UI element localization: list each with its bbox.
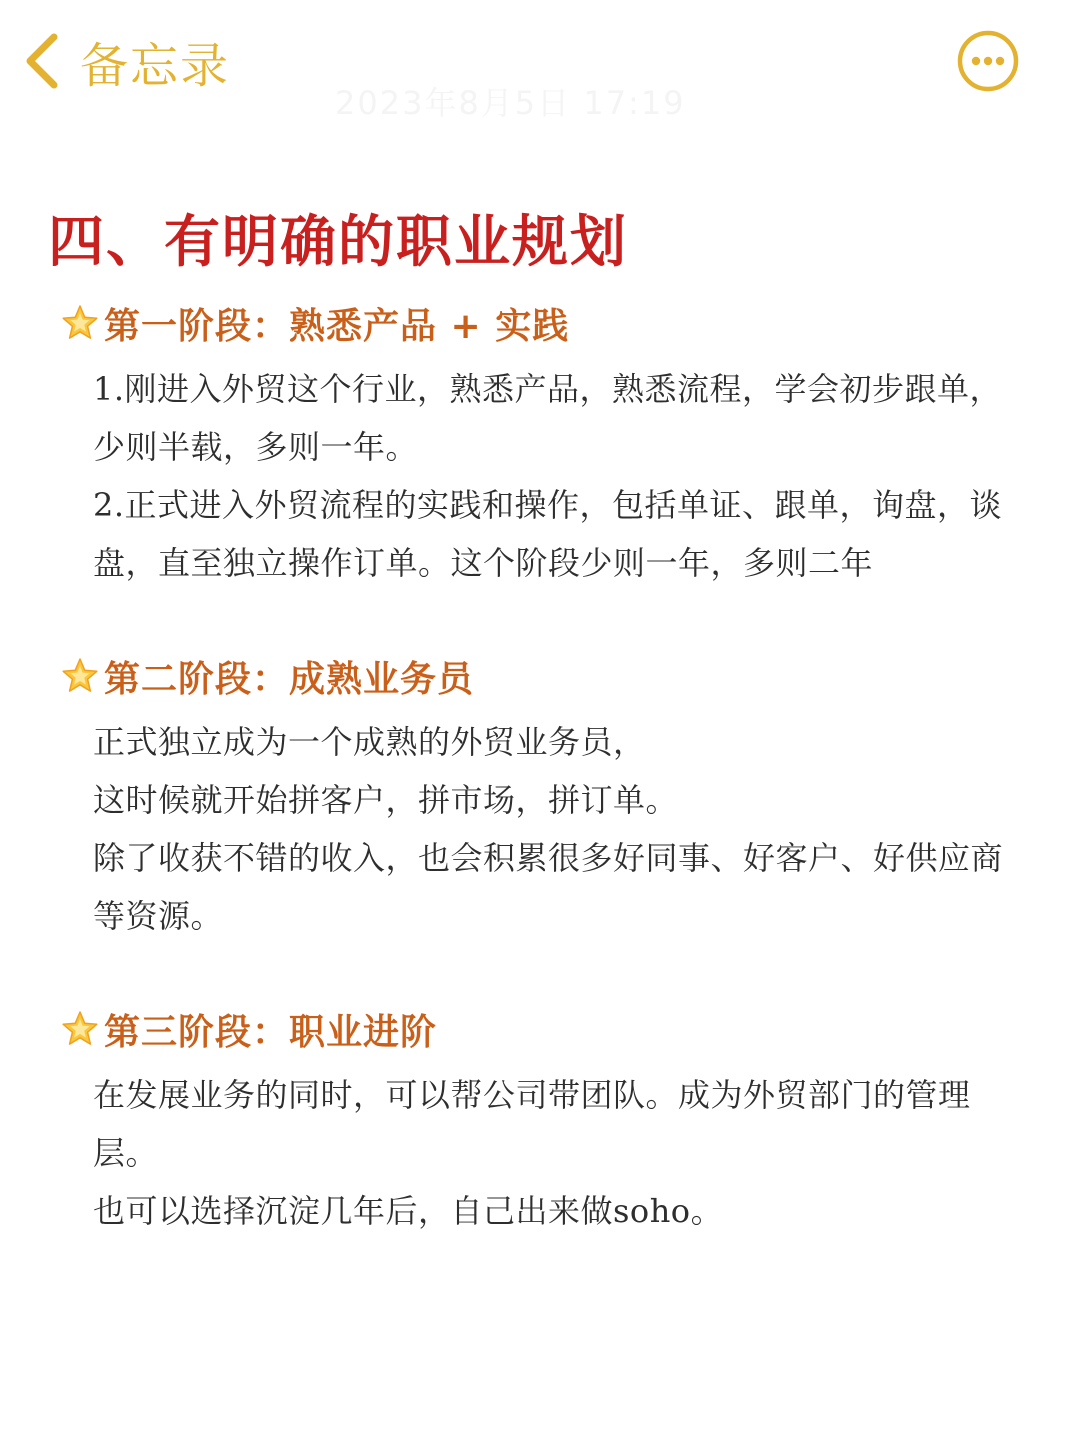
- paragraph: 这时候就开始拼客户，拼市场，拼订单。: [93, 781, 679, 819]
- more-dots-icon: [956, 29, 1020, 93]
- paragraph: 2.正式进入外贸流程的实践和操作，包括单证、跟单，询盘，谈盘，直至独立操作订单。这个阶段少则一年，多则二年: [93, 486, 1003, 582]
- section-stage-one: [60, 298, 1020, 592]
- paragraph: 1.刚进入外贸这个行业，熟悉产品，熟悉流程，学会初步跟单，少则半载，多则一年。: [93, 370, 1003, 466]
- page-title: 四、有明确的职业规划: [48, 209, 628, 275]
- note-timestamp: 2023年8月5日 17:19: [335, 84, 686, 122]
- section-header: [60, 651, 1020, 701]
- more-options-button[interactable]: [956, 29, 1020, 93]
- section-title: 第一阶段：熟悉产品 + 实践: [104, 305, 570, 347]
- section-body: [60, 360, 1013, 592]
- section-header: [60, 298, 1020, 348]
- paragraph: 也可以选择沉淀几年后，自己出来做soho。: [93, 1192, 724, 1230]
- back-button-label: 备忘录: [80, 37, 231, 94]
- glowing-star-icon: [60, 303, 100, 343]
- paragraph: 在发展业务的同时，可以帮公司带团队。成为外贸部门的管理层。: [93, 1076, 971, 1172]
- glowing-star-icon: [60, 1009, 100, 1049]
- section-stage-three: [60, 1004, 1020, 1240]
- section-header: [60, 1004, 1020, 1054]
- section-body: [60, 1066, 1013, 1240]
- section-title: 第二阶段：成熟业务员: [104, 658, 475, 700]
- section-title: 第三阶段：职业进阶: [104, 1011, 438, 1053]
- back-button[interactable]: [22, 26, 230, 96]
- section-body: [60, 713, 1013, 945]
- paragraph: 除了收获不错的收入，也会积累很多好同事、好客户、好供应商等资源。: [93, 839, 1004, 935]
- paragraph: 正式独立成为一个成熟的外贸业务员，: [93, 723, 646, 761]
- chevron-left-icon: [22, 31, 62, 91]
- glowing-star-icon: [60, 656, 100, 696]
- navigation-bar: [0, 0, 1080, 120]
- section-stage-two: [60, 651, 1020, 945]
